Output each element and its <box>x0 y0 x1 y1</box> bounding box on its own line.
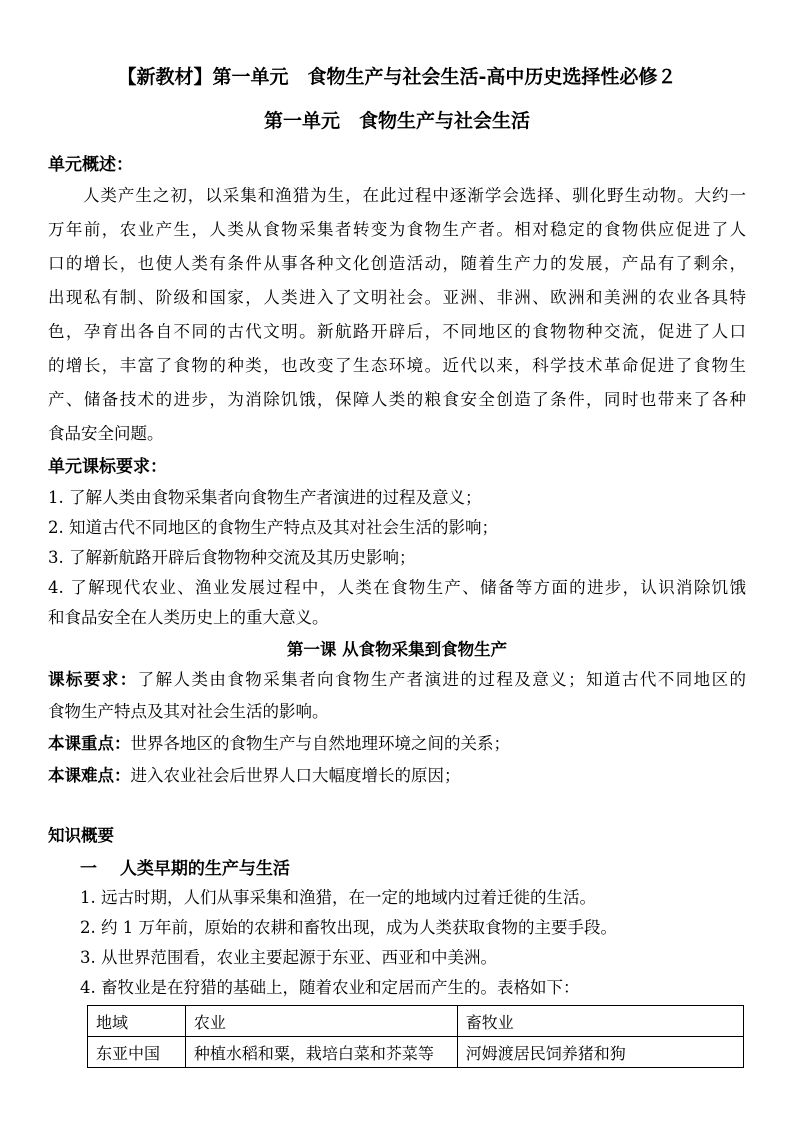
overview-line: 的增长，丰富了食物的种类，也改变了生态环境。近代以来，科学技术革命促进了食物生 <box>48 356 746 375</box>
table-cell: 种植水稻和粟，栽培白菜和芥菜等 <box>185 1037 457 1068</box>
overview-line: 色，孕育出各自不同的古代文明。新航路开辟后，不同地区的食物物种交流，促进了人口 <box>48 322 746 341</box>
requirement-text: 了解人类由食物采集者向食物生产者演进的过程及意义；知道古代不同地区的 <box>137 670 747 689</box>
document-title: 【新教材】第一单元 食物生产与社会生活-高中历史选择性必修２ <box>117 66 677 88</box>
lesson-requirement <box>48 666 746 690</box>
table-header-cell: 农业 <box>185 1006 457 1037</box>
overview-heading: 单元概述： <box>48 155 133 175</box>
knowledge-heading: 知识概要 <box>48 826 114 845</box>
table-header-cell: 地域 <box>88 1006 186 1037</box>
lesson-difficulty <box>48 762 461 786</box>
overview-line: 食品安全问题。 <box>48 424 164 443</box>
lesson-title: 第一课 从食物采集到食物生产 <box>286 640 508 659</box>
table-header-row <box>88 1006 744 1037</box>
lesson-key-point <box>48 730 510 754</box>
knowledge-point: 1. 远古时期，人们从事采集和渔猎，在一定的地域内过着迁徙的生活。 <box>80 888 596 907</box>
standard-item: 1. 了解人类由食物采集者向食物生产者演进的过程及意义； <box>48 488 482 507</box>
unit-title: 第一单元 食物生产与社会生活 <box>263 110 530 132</box>
table-cell: 河姆渡居民饲养猪和狗 <box>457 1037 743 1068</box>
standard-item: 4. 了解现代农业、渔业发展过程中，人类在食物生产、储备等方面的进步，认识消除饥饿 <box>48 578 746 597</box>
knowledge-point: 4. 畜牧业是在狩猎的基础上，随着农业和定居而产生的。表格如下： <box>80 978 580 997</box>
table-row <box>88 1037 744 1068</box>
overview-line: 出现私有制、阶级和国家，人类进入了文明社会。亚洲、非洲、欧洲和美洲的农业各具特 <box>48 288 746 307</box>
table-header-cell: 畜牧业 <box>457 1006 743 1037</box>
standard-item: 和食品安全在人类历史上的重大意义。 <box>48 608 329 627</box>
agriculture-table <box>87 1005 744 1068</box>
difficulty-label: 本课难点： <box>48 766 131 785</box>
lesson-requirement-cont: 食物生产特点及其对社会生活的影响。 <box>48 702 329 721</box>
knowledge-point: 2. 约 1 万年前，原始的农耕和畜牧出现，成为人类获取食物的主要手段。 <box>80 918 617 937</box>
standards-heading: 单元课标要求： <box>48 457 167 477</box>
key-point-label: 本课重点： <box>48 734 131 753</box>
overview-line: 口的增长，也使人类有条件从事各种文化创造活动，随着生产力的发展，产品有了剩余， <box>48 254 746 273</box>
overview-line: 人类产生之初，以采集和渔猎为生，在此过程中逐渐学会选择、驯化野生动物。大约一 <box>48 186 746 205</box>
table-cell: 东亚中国 <box>88 1037 186 1068</box>
overview-line: 万年前，农业产生，人类从食物采集者转变为食物生产者。相对稳定的食物供应促进了人 <box>48 220 746 239</box>
knowledge-section-title: 一 人类早期的生产与生活 <box>80 859 290 879</box>
key-point-text: 世界各地区的食物生产与自然地理环境之间的关系； <box>130 734 510 753</box>
standard-item: 2. 知道古代不同地区的食物生产特点及其对社会生活的影响； <box>48 518 498 537</box>
overview-line: 产、储备技术的进步，为消除饥饿，保障人类的粮食安全创造了条件，同时也带来了各种 <box>48 390 746 409</box>
difficulty-text: 进入农业社会后世界人口大幅度增长的原因； <box>130 766 461 785</box>
requirement-label: 课标要求： <box>48 670 138 689</box>
standard-item: 3. 了解新航路开辟后食物物种交流及其历史影响； <box>48 548 416 567</box>
knowledge-point: 3. 从世界范围看，农业主要起源于东亚、西亚和中美洲。 <box>80 948 497 967</box>
